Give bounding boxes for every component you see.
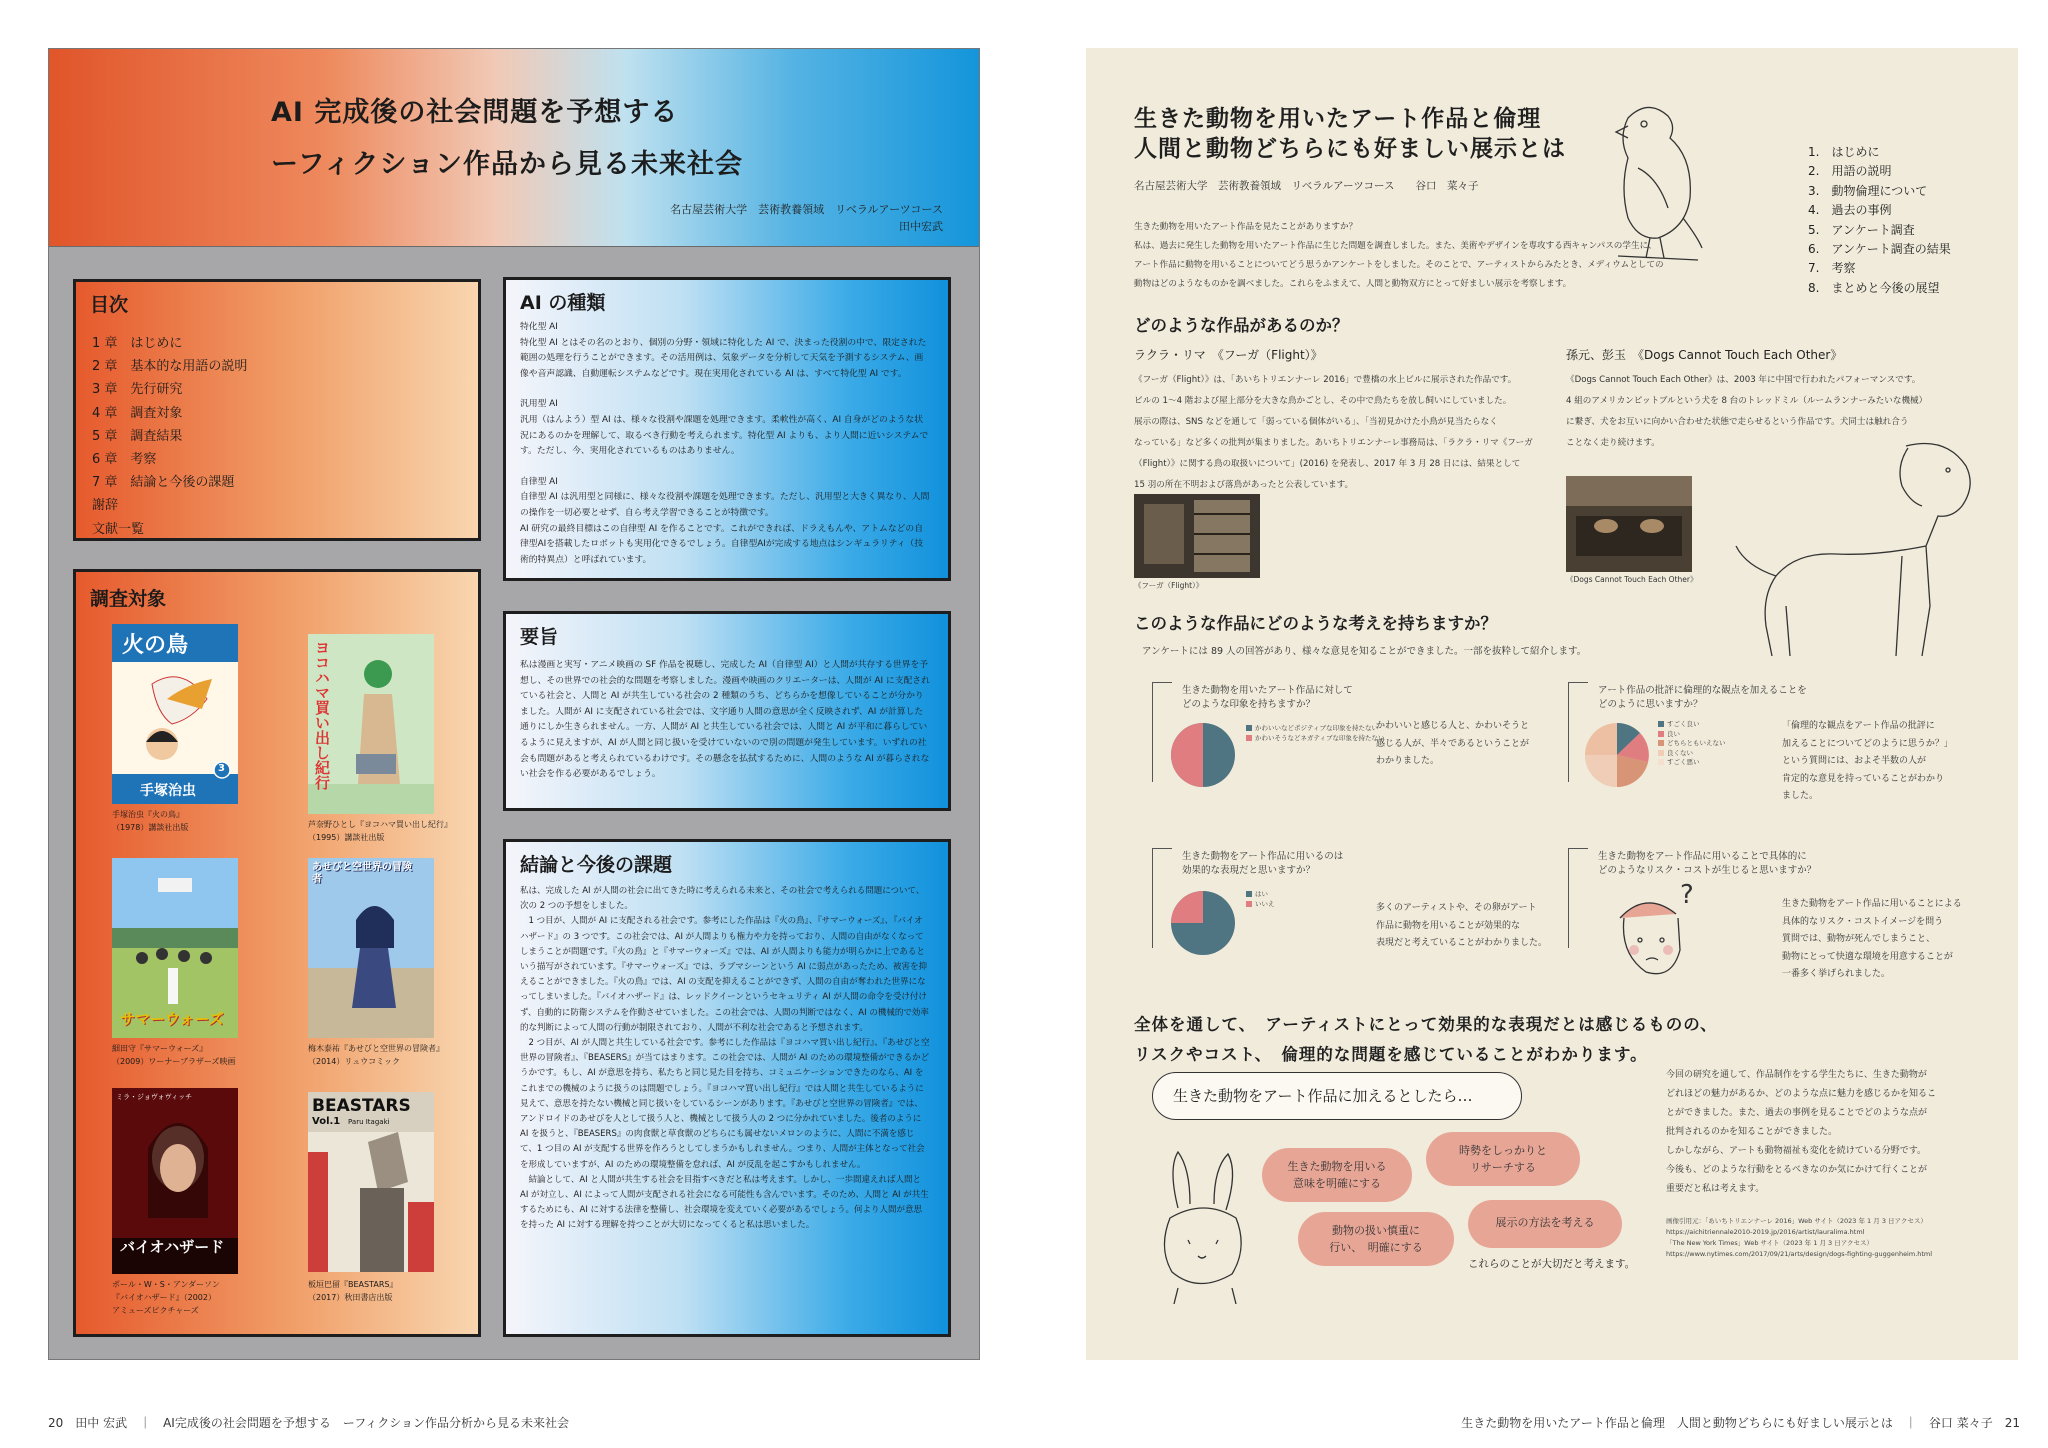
cover-summerwars: [112, 858, 238, 1038]
right-poster: [1086, 48, 2018, 1360]
q3-slice-no: [1171, 891, 1203, 923]
work2-line: ことなく走り続けます。: [1566, 438, 1660, 448]
caption-line: 梅木泰祐『あせびと空世界の冒険者』: [308, 1044, 444, 1053]
q4-answer-line: 具体的なリスク・コストイメージを問う: [1782, 916, 1944, 927]
survey-intro: アンケートには 89 人の回答があり、様々な意見を知ることができました。一部を抜粋して紹介します。: [1142, 646, 1587, 657]
right-intro: [1134, 218, 1664, 294]
caption-line: 芦奈野ひとし『ヨコハマ買い出し紀行』: [308, 820, 452, 829]
toc-item: 1 章 はじめに: [92, 336, 183, 351]
q4-answer-line: 一番多く挙げられました。: [1782, 969, 1891, 979]
q1-answer-line: かわいいと感じる人と、かわいそうと: [1376, 721, 1530, 731]
pill-meaning: [1262, 1148, 1412, 1202]
toc-item: 6 章 考察: [92, 452, 157, 468]
footer-right: 生きた動物を用いたアート作品と倫理 人間と動物どちらにも好ましい展示とは ｜ 谷口 菜々子 21: [1461, 1416, 2020, 1430]
question-mark: ?: [1680, 880, 1694, 910]
cover-biohazard-actor: ミラ・ジョヴォヴィッチ: [116, 1093, 193, 1101]
pill-exhibition: [1468, 1200, 1622, 1248]
right-toc-item: 5. アンケート調査: [1808, 222, 1915, 237]
q4-answer-line: 生きた動物をアート作品に用いることによる: [1782, 899, 1962, 909]
caption-line: （2009）ワーナーブラザーズ映画: [112, 1057, 236, 1066]
ai-type-label: 汎用型 AI: [520, 399, 558, 410]
ai-type-text: AI 研究の最終目標はこの自律型 AI を作ることです。これができれば、ドラえもんや、アトムなどの自律型AIを搭載したロボットも実用化できるでしょう。自律型AIが完成する地点はシンギュラリティ（技術的特異点）と呼ばれています。: [520, 523, 924, 565]
q4-answer: [1782, 896, 1962, 984]
caption-line: 『バイオハザード』（2002）: [112, 1293, 216, 1302]
cover-summerwars-title: サマーウォーズ: [120, 1010, 224, 1028]
intro-line: 私は、過去に発生した動物を用いたアート作品に生じた問題を調査しました。また、美術やデザインを専攻する西キャンパスの学生に、: [1134, 241, 1657, 251]
q1-bracket: [1152, 682, 1172, 782]
right-toc-item: 1. はじめに: [1808, 145, 1880, 159]
cover-hinotori-caption: [112, 808, 272, 834]
q3-legend: [1246, 890, 1275, 909]
pill-line: 意味を明確にする: [1293, 1177, 1381, 1190]
q1-legend-item: かわいそうなどネガティブな印象を持たない: [1255, 733, 1385, 742]
dogs-photo-caption: 《Dogs Cannot Touch Each Other》: [1566, 575, 1698, 584]
cover-yokohama: [308, 634, 434, 814]
q2-answer-line: ました。: [1782, 791, 1819, 801]
ai-types-heading: AI の種類: [520, 292, 606, 314]
subjects-box: [73, 569, 481, 1337]
q4-title-line: 生きた動物をアート作品に用いることで具体的に: [1598, 851, 1807, 862]
q3-bracket: [1152, 848, 1172, 948]
caption-line: アミューズピクチャーズ: [112, 1306, 199, 1315]
q1-title-line: どのような印象を持ちますか？: [1182, 699, 1316, 710]
right-toc-item: 7. 考察: [1808, 261, 1856, 276]
q2-title-line: どのように思いますか？: [1598, 699, 1703, 710]
cover-hinotori-volume: 3: [218, 763, 225, 774]
conclusion-heading: 結論と今後の課題: [520, 854, 673, 876]
caption-line: 板垣巴留『BEASTARS』: [308, 1280, 398, 1289]
summary-box: [503, 611, 951, 811]
dogs-photo-art: [1566, 476, 1692, 572]
q3-pie: [1170, 890, 1236, 956]
right-conclusion: [1666, 1066, 1936, 1199]
work1-line: 展示の際は、SNS などを通して「弱っている個体がいる」、「当初見かけた小鳥が見当たらなく: [1134, 417, 1498, 427]
toc-list: [92, 332, 247, 541]
ai-types-body: [520, 320, 930, 583]
toc-item: 7 章 結論と今後の課題: [92, 475, 235, 491]
conclusion-line: とができました。また、過去の事例を見ることでどのような点が: [1666, 1108, 1928, 1118]
statement-line: 全体を通して、 アーティストにとって効果的な表現だとは感じるものの、: [1134, 1015, 1718, 1034]
conclusion-line: 批判されるのかを知ることができました。: [1666, 1127, 1838, 1137]
ai-type-label: 自律型 AI: [520, 476, 558, 487]
flight-photo: [1134, 494, 1260, 578]
work1-line: 15 羽の所在不明および落鳥があったと公表しています。: [1134, 480, 1354, 490]
right-affiliation: 名古屋芸術大学 芸術教養領域 リベラルアーツコース 谷口 菜々子: [1134, 180, 1479, 192]
q2-answer-line: という質問には、およそ半数の人が: [1782, 756, 1927, 766]
left-affiliation-text: 名古屋芸術大学 芸術教養領域 リベラルアーツコース: [670, 203, 943, 216]
q1-title: [1182, 684, 1353, 712]
conclusion-line: どれほどの魅力があるか、どのような点に魅力を感じるかを知るこ: [1666, 1089, 1937, 1099]
conclusion-line: 重要だと私は考えます。: [1666, 1184, 1765, 1194]
toc-item: 3 章 先行研究: [92, 382, 183, 398]
work1-line: （Flight）》に関する鳥の取扱いについて」(2016) を発表し、2017 年 3 月 28 日には、結果として: [1134, 459, 1521, 469]
toc-box: [73, 279, 481, 541]
q2-answer-line: 肯定的な意見を持っていることがわかり: [1782, 773, 1945, 784]
conclusion-paragraph: 2 つ目が、AI が人間と共生している社会です。参考にした作品は『ヨコハマ買い出し紀行』、『あせびと空世界の冒険者』、『BEASERS』が当てはまります。この社会では、人間が AI のための環境整備ができるかどうかです。もし、AI が意思を持ち、私たちと同じ見た目を持ち、コミュニケーションできたのなら、AI をこれまでの機械のように扱うのは問題でしょう。『ヨコハマ買い出し紀行』では人間と共生しているように見えて、意思を持たない機械と同じ扱いをしているシーンがあります。『あせびと空世界の冒険者』では、アンドロイドのあせびを人として扱う人と、機械として扱う人の 2 つに分かれていました。後者のように AI を扱うと、『BEASERS』の肉食獣と草食獣のどちらにも属せないメロンのように、人間に不満を感じて、1 つ目の AI が支配する世界を作ろうとしてしまうかもしれません。つまり、人間が主体となって社会を形成していますが、AI のための環境整備を怠れば、AI が反乱を起こすかもしれません。: [520, 1038, 930, 1170]
toc-item: 2 章 基本的な用語の説明: [92, 359, 248, 375]
overall-statement: [1134, 1010, 1718, 1070]
pill-line: リサーチする: [1470, 1161, 1536, 1174]
ai-type-specialized: [520, 320, 930, 382]
ai-type-general: [520, 397, 930, 459]
pill-handling: [1298, 1212, 1454, 1266]
speech-bubble: [1152, 1072, 1522, 1120]
intro-line: アート作品に動物を用いることについてどう思うかアンケートをしました。そのことで、アーティストからみたとき、メディウムとしての: [1134, 260, 1664, 270]
summary-heading: 要旨: [520, 626, 559, 648]
work1-line: なっている」など多くの批判が集まりました。あいちトリエンナーレ事務局は、「ラクラ・リマ《フーガ: [1134, 438, 1533, 448]
cover-yokohama-title: ヨコハマ買い出し紀行: [313, 640, 331, 790]
q1-answer-line: 感じる人が、半々であるということが: [1376, 738, 1530, 749]
q4-title: [1598, 850, 1816, 878]
q4-bracket: [1568, 848, 1588, 948]
q1-legend-item: かわいいなどポジティブな印象を持たない: [1255, 724, 1378, 732]
q3-title: [1182, 850, 1343, 878]
right-toc-item: 2. 用語の説明: [1808, 164, 1892, 179]
subjects-heading: 調査対象: [90, 588, 167, 610]
q4-answer-line: 動物にとって快適な環境を用意することが: [1782, 951, 1953, 962]
conclusion-line: しかしながら、アートも動物福祉も変化を続けている分野です。: [1666, 1146, 1927, 1156]
conclusion-box: [503, 839, 951, 1337]
pill-line: 展示の方法を考える: [1495, 1216, 1595, 1229]
works-heading: どのような作品があるのか？: [1134, 316, 1349, 335]
cover-asebi-caption: [308, 1042, 468, 1068]
q3-title-line: 効果的な表現だと思いますか？: [1182, 865, 1316, 876]
ai-type-autonomous: [520, 475, 930, 569]
reference-line: 画像引用元：「あいちトリエンナーレ 2016」Web サイト（2023 年 1 月 3 日アクセス）: [1666, 1217, 1927, 1225]
summary-text: 私は漫画と実写・アニメ映画の SF 作品を視聴し、完成した AI（自律型 AI）と人間が共存する世界を予想し、その世界での社会的な問題を考察しました。漫画や映画のクリエーターは、人間が AI に支配されている社会と、人間と AI が共生している社会の 2 種類のうち、どちらかを想像していることが分かりました。人間が AI に支配されている社会では、文字通り人間の意思が全く反映されず、AI が計算した通りにしか生きられません。一方、人間が AI と共生している社会では、人間と AI が平和に暮らしているように見えますが、AI が人間と同じ扱いを受けていないので別の問題が発生しています。いずれの社会も問題があると考えられているわけです。その懸念を払拭するために、人間のような AI が暮らされない社会を作る必要があるでしょう。: [520, 660, 930, 780]
q1-answer: [1376, 718, 1529, 771]
ai-type-text: 汎用（はんよう）型 AI は、様々な役割や課題を処理できます。柔軟性が高く、AI 自身がどのような状況にあるのかを理解して、取るべき行動を考えられます。特化型 AI よりも、より人間に近いシステムです。ただし、今、実用化されているものはありません。: [520, 414, 929, 457]
flight-photo-art: [1134, 494, 1260, 578]
q2-legend-item: 良くない: [1667, 748, 1693, 757]
left-title: [271, 87, 743, 191]
flight-photo-caption: 《フーガ（Flight）》: [1134, 581, 1204, 590]
work1-title: ラクラ・リマ 《フーガ（Flight）》: [1134, 348, 1323, 362]
statement-line: リスクやコスト、 倫理的な問題を感じていることがわかります。: [1134, 1045, 1648, 1064]
right-toc-item: 8. まとめと今後の展望: [1808, 280, 1940, 295]
work1-text: [1134, 370, 1533, 496]
right-title-line1: 生きた動物を用いたアート作品と倫理: [1134, 106, 1542, 132]
thinking-girl-illustration: [1606, 884, 1726, 984]
dogs-photo: [1566, 476, 1692, 572]
q2-title: [1598, 684, 1807, 712]
right-toc: [1808, 143, 1951, 298]
reference-line: 「The New York Times」Web サイト（2023 年 1 月 3 日アクセス）: [1666, 1239, 1874, 1247]
q2-answer-line: 「倫理的な観点をアート作品の批評に: [1782, 721, 1935, 731]
conclusion-line: 今後も、どのような行動をとるべきなのか気にかけて行くことが: [1666, 1165, 1928, 1175]
q2-title-line: アート作品の批評に倫理的な観点を加えることを: [1598, 685, 1807, 696]
q2-legend-item: どちらともいえない: [1667, 739, 1726, 747]
q3-title-line: 生きた動物をアート作品に用いるのは: [1182, 851, 1344, 862]
caption-line: （1978）講談社出版: [112, 823, 189, 832]
cover-hinotori: [112, 624, 238, 804]
work2-line: 4 組のアメリカンピットブルという犬を 8 台のトレッドミル（ルームランナーみたいな機械）: [1566, 396, 1928, 406]
cover-hinotori-author: 手塚治虫: [140, 783, 196, 799]
q2-legend-item: 良い: [1667, 729, 1680, 738]
intro-line: 動物はどのようなものかを調べました。これらをふまえて、人間と動物双方にとって好ましい展示を考察します。: [1134, 279, 1572, 289]
pill-line: 行い、 明確にする: [1329, 1241, 1423, 1254]
left-poster: [48, 48, 980, 1360]
right-toc-item: 6. アンケート調査の結果: [1808, 242, 1951, 257]
left-header: [49, 49, 979, 247]
survey-heading: このような作品にどのような考えを持ちますか？: [1134, 614, 1497, 633]
ai-type-text: 自律型 AI は汎用型と同様に、様々な役割や課題を処理できます。ただし、汎用型と大きく異なり、人間の操作を一切必要とせず、自ら考え学習できることが特徴です。: [520, 492, 930, 518]
q2-legend-item: すごく悪い: [1667, 758, 1700, 766]
cover-biohazard-title: バイオハザード: [120, 1238, 225, 1256]
q2-pie: [1584, 722, 1650, 788]
q3-answer-line: 多くのアーティストや、その卵がアート: [1376, 903, 1537, 913]
right-toc-item: 3. 動物倫理について: [1808, 183, 1928, 198]
work2-line: に繋ぎ、犬をお互いに向かい合わせた状態で走らせるという作品です。犬同士は触れ合う: [1566, 417, 1909, 427]
cover-hinotori-title: 火の鳥: [122, 633, 189, 658]
cover-beastars: [308, 1092, 434, 1272]
cover-yokohama-caption: [308, 818, 468, 844]
cover-beastars-volume: Vol.1: [312, 1116, 341, 1127]
right-toc-item: 4. 過去の事例: [1808, 203, 1892, 218]
pill-line: 動物の扱い慎重に: [1332, 1224, 1420, 1237]
work1-line: 《フーガ（Flight）》は、「あいちトリエンナーレ 2016」で豊橋の水上ビルに展示された作品です。: [1134, 375, 1517, 385]
q2-answer: [1782, 718, 1953, 806]
caption-line: （1995）講談社出版: [308, 833, 385, 842]
left-title-line1: AI 完成後の社会問題を予想する: [271, 97, 679, 128]
conclusion-line: 今回の研究を通して、作品制作をする学生たちに、生きた動物が: [1666, 1070, 1927, 1080]
q4-title-line: どのようなリスク・コストが生じると思いますか？: [1598, 865, 1817, 876]
ai-type-text: 特化型 AI とはその名のとおり、個別の分野・領域に特化した AI で、決まった役割の中で、限定された範囲の処理を行うことができます。その活用例は、気象データを分析して天気を予測するシステム、画像や音声認識、自動運転システムなどです。現在実用化されている AI は、すべて特化型 AI です。: [520, 337, 927, 379]
reference-line: https://www.nytimes.com/2017/09/21/arts/design/dogs-fighting-guggenheim.html: [1666, 1250, 1933, 1258]
q3-answer: [1376, 900, 1547, 953]
cover-asebi-title: あせびと空世界の冒険者: [312, 862, 412, 885]
caption-line: （2014）リュウコミック: [308, 1057, 400, 1066]
cover-summerwars-caption: [112, 1042, 272, 1068]
image-references: [1666, 1216, 1932, 1260]
cover-beastars-author: Paru Itagaki: [348, 1118, 390, 1126]
q1-slice-negative: [1171, 723, 1203, 787]
toc-item: 文献一覧: [92, 521, 145, 537]
footer-left: 20 田中 宏武 ｜ AI完成後の社会問題を予想する ーフィクション作品分析から見る未来社会: [48, 1416, 570, 1430]
ai-type-label: 特化型 AI: [520, 322, 558, 332]
dog-illustration: [1726, 426, 1986, 666]
work2-title: 孫元、彭玉 《Dogs Cannot Touch Each Other》: [1566, 348, 1843, 362]
caption-line: 手塚治虫『火の鳥』: [112, 810, 184, 819]
q3-legend-item: はい: [1255, 890, 1268, 898]
q2-slice-bad: [1585, 755, 1617, 787]
cover-beastars-caption: [308, 1278, 468, 1304]
caption-line: ポール・W・S・アンダーソン: [112, 1280, 220, 1289]
cover-biohazard: [112, 1088, 238, 1274]
work1-line: ビルの 1〜4 階および屋上部分を大きな鳥かごとし、その中で鳥たちを放し飼いにしていました。: [1134, 396, 1512, 406]
left-title-line2: ーフィクション作品から見る未来社会: [271, 149, 743, 180]
toc-item: 謝辞: [92, 498, 119, 514]
cover-asebi: [308, 858, 434, 1038]
q1-title-line: 生きた動物を用いたアート作品に対して: [1182, 685, 1353, 696]
cover-biohazard-caption: [112, 1278, 272, 1317]
reference-line: https://aichitriennale2010-2019.jp/2016/artist/lauralima.html: [1666, 1228, 1865, 1236]
work2-line: 《Dogs Cannot Touch Each Other》は、2003 年に中国で行われたパフォーマンスです。: [1566, 375, 1921, 385]
q1-pie: [1170, 722, 1236, 788]
conclusion-paragraph: 私は、完成した AI が人間の社会に出てきた時に考えられる未来と、その社会で考えられる問題について、次の 2 つの予想をしました。: [520, 886, 925, 912]
pill-line: 生きた動物を用いる: [1287, 1160, 1387, 1173]
pill-research: [1426, 1132, 1580, 1186]
left-author: 田中宏武: [899, 220, 943, 233]
conclusion-body: [520, 884, 930, 1234]
q1-answer-line: わかりました。: [1376, 756, 1440, 766]
caption-line: （2017）秋田書店出版: [308, 1293, 393, 1302]
right-title-line2: 人間と動物どちらにも好ましい展示とは: [1134, 136, 1566, 162]
q2-legend-item: すごく良い: [1667, 720, 1700, 728]
speech-bubble-text: 生きた動物をアート作品に加えるとしたら…: [1173, 1087, 1473, 1105]
toc-item: 5 章 調査結果: [92, 428, 183, 444]
left-affiliation: [670, 201, 943, 235]
q3-answer-line: 表現だと考えていることがわかりました。: [1376, 938, 1548, 948]
q3-legend-item: いいえ: [1255, 899, 1275, 908]
closing-text: これらのことが大切だと考えます。: [1468, 1258, 1636, 1270]
q2-answer-line: 加えることについてどのように思うか？」: [1782, 738, 1953, 749]
q3-answer-line: 作品に動物を用いることが効果的な: [1376, 920, 1521, 931]
q1-legend: [1246, 724, 1384, 743]
right-title: [1134, 104, 1566, 164]
intro-line: 生きた動物を用いたアート作品を見たことがありますか？: [1134, 222, 1358, 232]
caption-line: 細田守『サマーウォーズ』: [112, 1044, 208, 1053]
rabbit-illustration: [1148, 1148, 1258, 1308]
toc-heading: 目次: [90, 294, 129, 316]
conclusion-paragraph: 結論として、AI と人間が共生する社会を目指すべきだと私は考えます。しかし、一歩間違えれば人間と AI が対立し、AI によって人間が支配される社会になる可能性も含んでいます。そのため、人間と AI が共生するためにも、AI に対する法律を整備し、社会環境を変えていく必要があるでしょう。何より人間が意思を持った AI に対する理解を持つことが大切になってくると私は思いました。: [520, 1174, 929, 1231]
pill-line: 時勢をしっかりと: [1459, 1144, 1547, 1157]
q2-legend: [1658, 720, 1726, 768]
ai-types-box: [503, 277, 951, 581]
toc-item: 4 章 調査対象: [92, 405, 183, 421]
cover-beastars-title: BEASTARS: [312, 1096, 411, 1116]
conclusion-paragraph: 1 つ目が、人間が AI に支配される社会です。参考にした作品は『火の鳥』、『サマーウォーズ』、『バイオハザード』の 3 つです。この社会では、AI が人間よりも権力や力を持っており、人間の自由がなくなってしまうことが問題です。『火の鳥』と『サマーウォーズ』では、AI が人間よりも能力が明らかに上であるという描写がされています。『サマーウォーズ』では、ラブマシーンという AI に弱点があったため、被害を抑えることができました。『火の鳥』では、AI の支配を抑えることができず、人間の自由が奪われた世界になってしまいました。『バイオハザード』は、レッドクイーンというセキュリティ AI が人間の命令を受け付けず、自動的に防衛システムを作動させていました。この社会では、人間の判断ではなく、AI の機械的で効率的な判断によって人間の行動が制限されており、人間が不利な社会であると予想されます。: [520, 916, 929, 1033]
q4-answer-line: 質問では、動物が死んでしまうこと、: [1782, 934, 1936, 944]
